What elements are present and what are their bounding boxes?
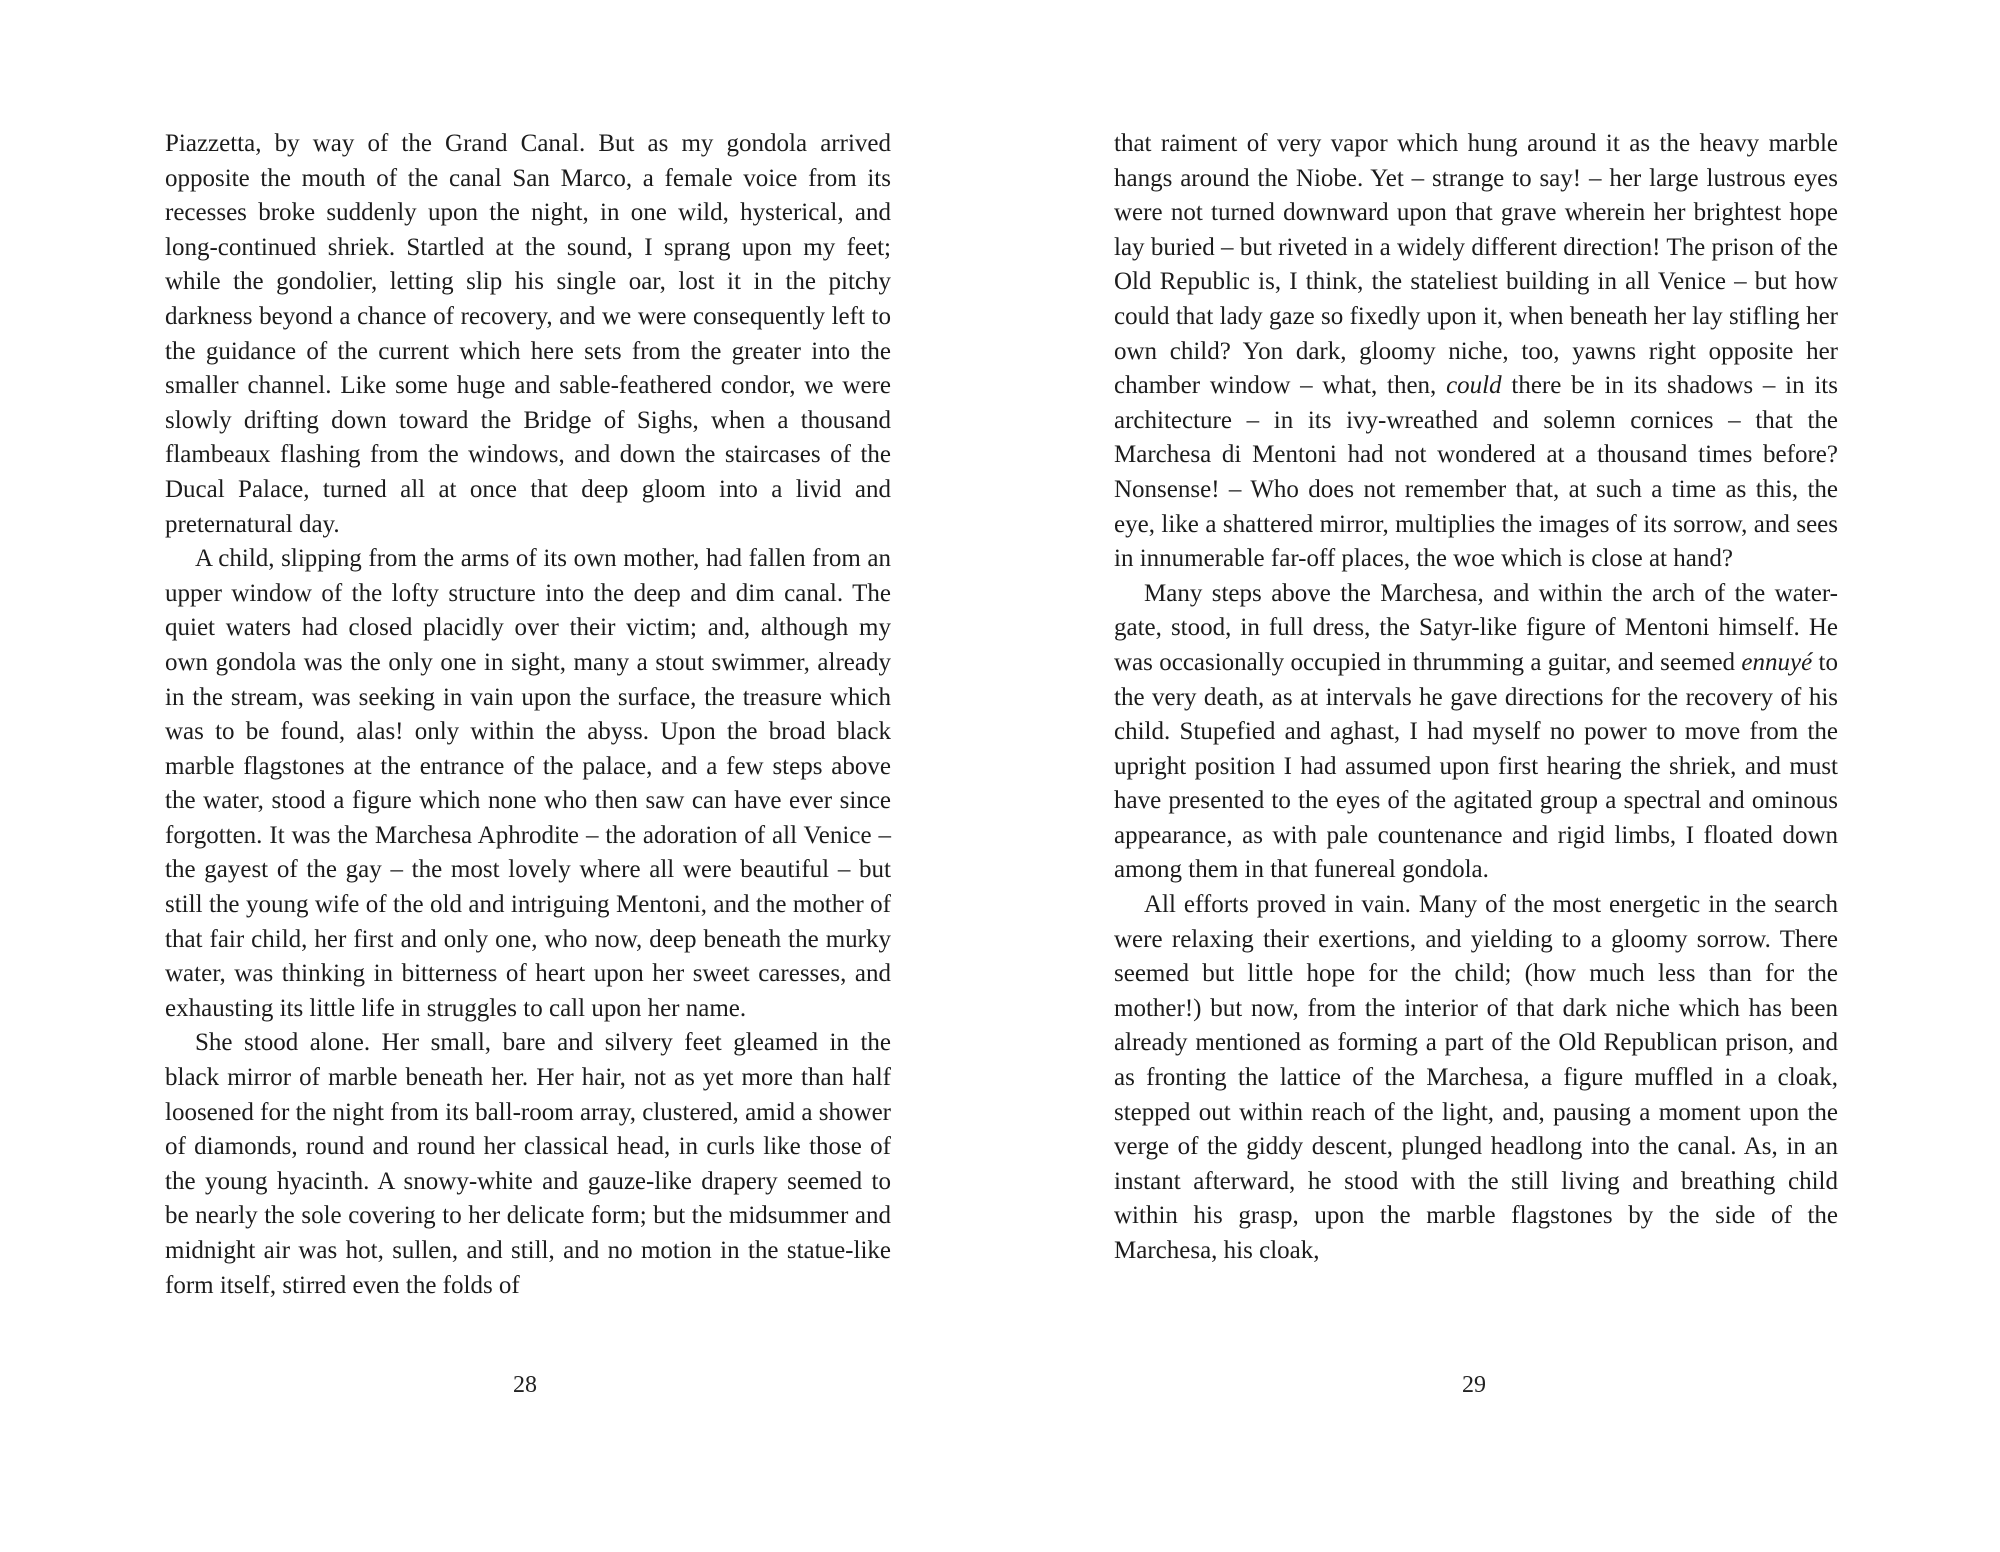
text-run: there be in its shadows – in its architecture – in its ivy-wreathed and solemn cornices – that the Marchesa di Mentoni had not wondered at a thousand times before? Nonsense! – Who does not remember that, at such a time as this, the eye, like a shattered mirror, multiplies the images of its sorrow, and sees in innumerable far-off places, the woe which is close at hand? (1114, 372, 1838, 573)
left-page-text (165, 127, 891, 1303)
italic-word: could (1446, 372, 1502, 400)
paragraph: Piazzetta, by way of the Grand Canal. But as my gondola arrived opposite the mouth of the canal San Marco, a female voice from its recesses broke suddenly upon the night, in one wild, hysterical, and long-continued shriek. Startled at the sound, I sprang upon my feet; while the gondolier, letting slip his single oar, lost it in the pitchy darkness beyond a chance of recovery, and we were consequently left to the guidance of the current which here sets from the greater into the smaller channel. Like some huge and sable-feathered condor, we were slowly drifting down toward the Bridge of Sighs, when a thousand flambeaux flashing from the windows, and down the staircases of the Ducal Palace, turned all at once that deep gloom into a livid and preternatural day. (165, 130, 891, 538)
page-number-right: 29 (1462, 1372, 1486, 1398)
text-run: that raiment of very vapor which hung around it as the heavy marble hangs around the Niobe. Yet – strange to say! – her large lustrous eyes were not turned downward upon that grave wherein her brightest hope lay buried – but riveted in a widely different direction! The prison of the Old Republic is, I think, the stateliest building in all Venice – but how could that lady gaze so fixedly upon it, when beneath her lay stifling her own child? Yon dark, gloomy niche, too, yawns right opposite her chamber window – what, then, (1114, 130, 1838, 400)
text-run: Many steps above the Marchesa, and within the arch of the water-gate, stood, in full dress, the Satyr-like figure of Mentoni himself. He was occasionally occupied in thrumming a guitar, and seemed (1114, 579, 1838, 676)
italic-word: ennuyé (1741, 648, 1813, 676)
paragraph (1114, 577, 1838, 888)
paragraph: All efforts proved in vain. Many of the most energetic in the search were relaxing their exertions, and yielding to a gloomy sorrow. There seemed but little hope for the child; (how much less than for the mother!) but now, from the interior of that dark niche which has been already mentioned as forming a part of the Old Republican prison, and as fronting the lattice of the Marchesa, a figure muffled in a cloak, stepped out within reach of the light, and, pausing a moment upon the verge of the giddy descent, plunged headlong into the canal. As, in an instant afterward, he stood with the still living and breathing child within his grasp, upon the marble flagstones by the side of the Marchesa, his cloak, (1114, 891, 1838, 1264)
text-run: to the very death, as at intervals he gave directions for the recovery of his child. Stupefied and aghast, I had myself no power to move from the upright position I had assumed upon first hearing the shriek, and must have presented to the eyes of the agitated group a spectral and ominous appearance, as with pale countenance and rigid limbs, I floated down among them in that funereal gondola. (1114, 648, 1838, 884)
paragraph (1114, 127, 1838, 577)
paragraph: A child, slipping from the arms of its own mother, had fallen from an upper window of the lofty structure into the deep and dim canal. The quiet waters had closed placidly over their victim; and, although my own gondola was the only one in sight, many a stout swimmer, already in the stream, was seeking in vain upon the surface, the treasure which was to be found, alas! only within the abyss. Upon the broad black marble flagstones at the entrance of the palace, and a few steps above the water, stood a figure which none who then saw can have ever since forgotten. It was the Marchesa Aphrodite – the adoration of all Venice – the gayest of the gay – the most lovely where all were beautiful – but still the young wife of the old and intriguing Mentoni, and the mother of that fair child, her first and only one, who now, deep beneath the murky water, was thinking in bitterness of heart upon her sweet caresses, and exhausting its little life in struggles to call upon her name. (165, 545, 891, 1022)
right-page-text (1114, 127, 1838, 1269)
page-number-left: 28 (513, 1372, 537, 1398)
paragraph: She stood alone. Her small, bare and silvery feet gleamed in the black mirror of marble beneath her. Her hair, not as yet more than half loosened for the night from its ball-room array, clustered, amid a shower of diamonds, round and round her classical head, in curls like those of the young hyacinth. A snowy-white and gauze-like drapery seemed to be nearly the sole covering to her delicate form; but the midsummer and midnight air was hot, sullen, and still, and no motion in the statue-like form itself, stirred even the folds of (165, 1029, 891, 1299)
